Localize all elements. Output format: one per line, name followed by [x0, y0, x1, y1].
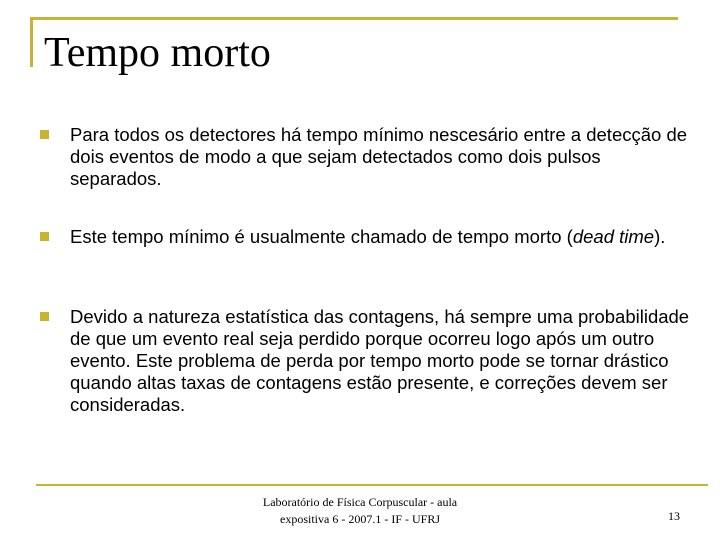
- bullet-text-italic: dead time: [572, 226, 655, 247]
- footer-caption: [250, 494, 470, 528]
- page-number: 13: [668, 509, 680, 523]
- bullet-text: [70, 226, 696, 248]
- bullet-text-part: Este tempo mínimo é usualmente chamado de tempo morto (: [70, 226, 573, 247]
- square-bullet-icon: [40, 312, 49, 321]
- footer-line-1: Laboratório de Física Corpuscular - aula: [262, 495, 458, 509]
- slide-title: Tempo morto: [44, 30, 271, 76]
- bullet-text-part: ).: [654, 226, 666, 247]
- title-left-rule: [30, 17, 33, 67]
- title-top-rule: [30, 17, 678, 20]
- footer-line-2: expositiva 6 - 2007.1 - IF - UFRJ: [280, 512, 440, 526]
- bullet-text: Devido a natureza estatística das contagens, há sempre uma probabilidade de que um evento real seja perdido porque ocorreu logo após um outro evento. Este problema de perda por tempo morto pode se tornar drástico quando altas taxas de contagens estão presente, e correções devem ser consideradas.: [70, 306, 690, 415]
- footer-rule: [36, 484, 708, 486]
- square-bullet-icon: [40, 130, 49, 139]
- bullet-text: Para todos os detectores há tempo mínimo nescesário entre a detecção de dois eventos de modo a que sejam detectados como dois pulsos separados.: [70, 124, 688, 189]
- square-bullet-icon: [40, 232, 49, 241]
